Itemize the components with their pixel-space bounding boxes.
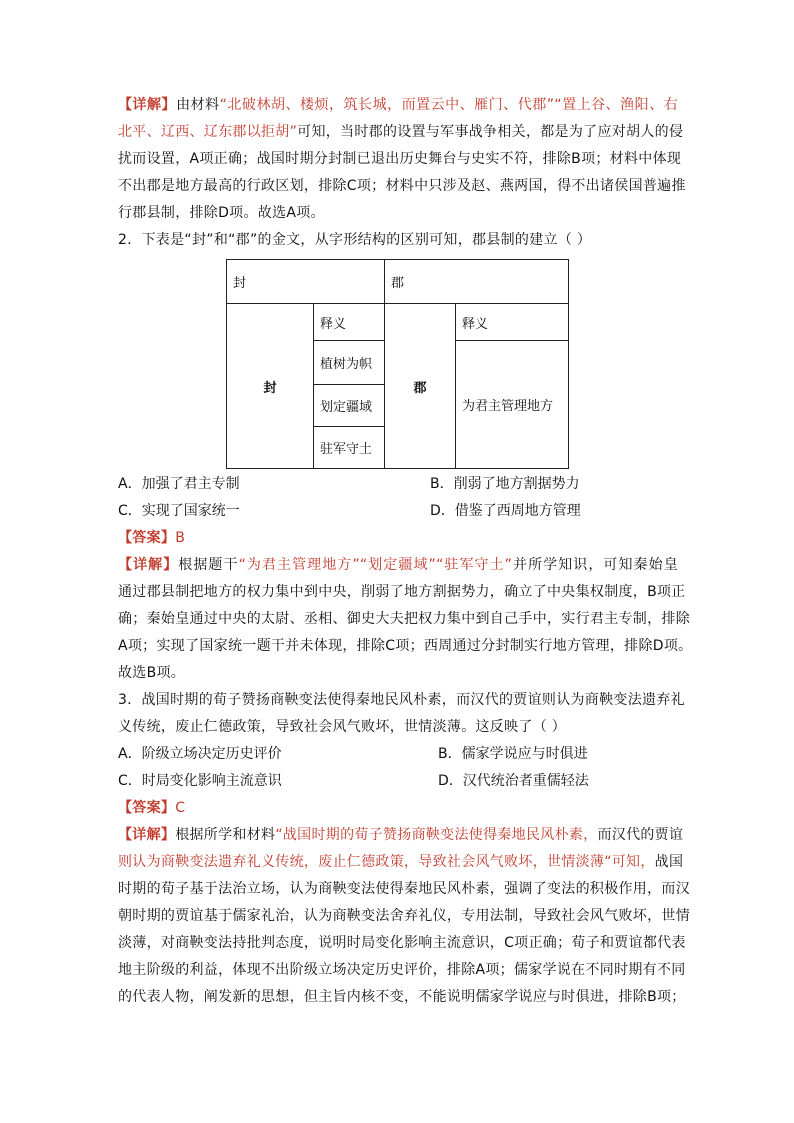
q3-option-a: A．阶级立场决定历史评价 [118, 746, 282, 762]
jun-shiyi: 释义 [456, 304, 569, 341]
explain-label: 【详解】 [118, 557, 179, 573]
q3-explain-line3: 时期的荀子基于法治立场，认为商鞅变法使得秦地民风朴素，强调了变法的积极作用，而汉 [118, 881, 690, 897]
table-header-feng: 封 [227, 260, 385, 304]
quoted-material: “战国时期的荀子赞扬商鞅变法使得秦地民风朴素， [275, 827, 598, 843]
quoted-material: “为君主管理地方”“划定疆域”“驻军守土” [238, 557, 513, 573]
jun-meaning-1: 为君主管理地方 [456, 341, 569, 469]
q2-explain-line5: 故选B项。 [118, 665, 186, 681]
feng-jinwen-glyph: 封 [227, 304, 314, 469]
q3-answer: 【答案】C [118, 800, 186, 816]
q3-explain-line6: 地主阶级的利益，体现不出阶级立场决定历史评价，排除A项；儒家学说在不同时期有不同 [118, 962, 686, 978]
feng-meaning-1: 植树为帜 [314, 341, 385, 385]
jinwen-table [226, 259, 569, 469]
answer-value: B [175, 530, 186, 546]
explain-label: 【详解】 [118, 827, 176, 843]
q3-explain-line1: 【详解】根据所学和材料“战国时期的荀子赞扬商鞅变法使得秦地民风朴素，而汉代的贾谊 [118, 827, 684, 843]
q2-option-a: A．加强了君主专制 [118, 476, 240, 492]
explain1-line1: 【详解】由材料“北破林胡、楼烦，筑长城，而置云中、雁门、代郡”“置上谷、渔阳、右 [118, 97, 679, 113]
q3-option-c: C．时局变化影响主流意识 [118, 773, 282, 789]
q3-explain-line4: 朝时期的贾谊基于儒家礼治，认为商鞅变法舍弃礼仪，专用法制，导致社会风气败坏，世情 [118, 908, 690, 924]
q2-explain-line2: 通过郡县制把地方的权力集中到中央，削弱了地方割据势力，确立了中央集权制度，B项正 [118, 584, 686, 600]
explain1-line4: 不出郡是地方最高的行政区划，排除C项；材料中只涉及赵、燕两国，得不出诸侯国普遍推 [118, 178, 686, 194]
quoted-material: “北破林胡、楼烦，筑长城，而置云中、雁门、代郡” [219, 97, 555, 113]
quoted-material: “置上谷、渔阳、右 [554, 97, 679, 113]
q3-explain-line5: 淡薄，对商鞅变法持批判态度，说明时局变化影响主流意识，C项正确；荀子和贾谊都代表 [118, 935, 686, 951]
explain1-line3: 扰而设置，A项正确；战国时期分封制已退出历史舞台与史实不符，排除B项；材料中体现 [118, 151, 682, 167]
answer-value: C [175, 800, 186, 816]
q3-stem-line1: 3．战国时期的荀子赞扬商鞅变法使得秦地民风朴素，而汉代的贾谊则认为商鞅变法遗弃礼 [118, 692, 685, 708]
q2-option-c: C．实现了国家统一 [118, 503, 240, 519]
q2-explain-line3: 确；秦始皇通过中央的太尉、丞相、御史大夫把权力集中到自己手中，实行君主专制，排除 [118, 611, 690, 627]
q3-option-d: D．汉代统治者重儒轻法 [438, 773, 589, 789]
q2-answer: 【答案】B [118, 530, 186, 546]
explain1-line5: 行郡县制，排除D项。故选A项。 [118, 205, 325, 221]
q3-option-b: B．儒家学说应与时俱进 [438, 746, 588, 762]
q2-explain-line4: A项；实现了国家统一题干并未体现，排除C项；西周通过分封制实行地方管理，排除D项。 [118, 638, 693, 654]
q2-option-b: B．削弱了地方割据势力 [430, 476, 580, 492]
q2-option-d: D．借鉴了西周地方管理 [430, 503, 581, 519]
quoted-material: 北平、辽西、辽东郡以拒胡” [118, 124, 298, 140]
jun-jinwen-glyph: 郡 [385, 304, 456, 469]
q3-stem-line2: 义传统，废止仁德政策，导致社会风气败坏，世情淡薄。这反映了（ ） [118, 719, 567, 735]
feng-meaning-3: 驻军守土 [314, 427, 385, 469]
table-header-jun: 郡 [385, 260, 569, 304]
feng-shiyi: 释义 [314, 304, 385, 341]
q3-explain-line2: 则认为商鞅变法遗弃礼义传统，废止仁德政策，导致社会风气败坏，世情淡薄“可知，战国 [118, 854, 684, 870]
explain1-line2: 北平、辽西、辽东郡以拒胡”可知，当时郡的设置与军事战争相关，都是为了应对胡人的侵 [118, 124, 684, 140]
q3-explain-line7: 的代表人物，阐发新的思想，但主旨内核不变，不能说明儒家学说应与时俱进，排除B项； [118, 989, 686, 1005]
explain-label: 【详解】 [118, 97, 177, 113]
quoted-material: 则认为商鞅变法遗弃礼义传统，废止仁德政策，导致社会风气败坏，世情淡薄 [118, 854, 605, 870]
q2-stem: 2．下表是“封”和“郡”的金文，从字形结构的区别可知，郡县制的建立（ ） [118, 232, 592, 248]
q2-explain-line1: 【详解】根据题干“为君主管理地方”“划定疆域”“驻军守土”并所学知识，可知秦始皇 [118, 557, 678, 573]
feng-meaning-2: 划定疆域 [314, 385, 385, 427]
